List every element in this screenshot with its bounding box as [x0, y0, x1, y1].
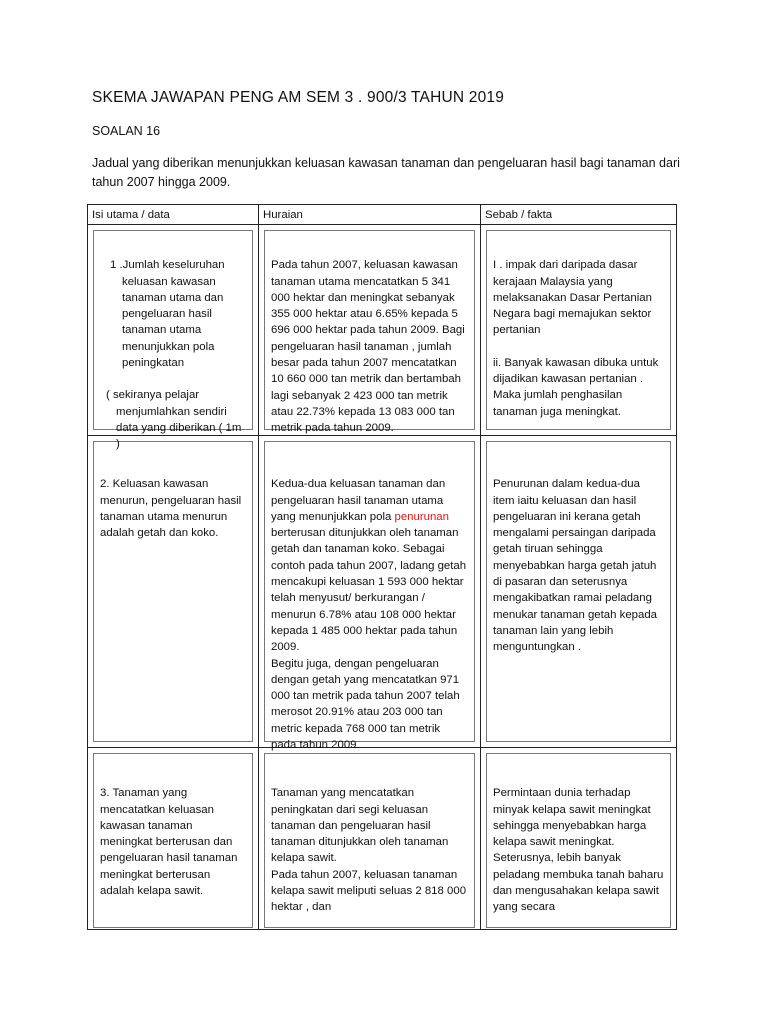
- answer-table: [87, 204, 677, 930]
- isi-main-text: 2. Keluasan kawasan menurun, pengeluaran hasil tanaman utama menurun adalah getah dan koko.: [100, 478, 242, 540]
- isi-cell: [88, 436, 259, 748]
- table-row: [88, 748, 677, 930]
- huraian-box: [264, 230, 475, 435]
- sebab-text-2: ii. Banyak kawasan dibuka untuk dijadikan kawasan pertanian . Maka jumlah penghasilan tanaman juga meningkat.: [493, 356, 659, 418]
- isi-main-text: 1 .Jumlah keseluruhan keluasan kawasan tanaman utama dan pengeluaran hasil tanaman utama menunjukkan pola peningkatan: [110, 259, 225, 370]
- huraian-text-post: berterusan ditunjukkan oleh tanaman getah dan tanaman koko. Sebagai contoh pada tahun 2007, ladang getah mencakupi keluasan 1 593 000 hektar telah menyusut/ berkurangan / menurun 6.78% atau 108 000 hektar kepada 1 485 000 hektar pada tahun 2009.: [271, 527, 467, 654]
- huraian-text: Tanaman yang mencatatkan peningkatan dari segi keluasan tanaman dan pengeluaran hasil tanaman ditunjukkan oleh tanaman kelapa sawit.: [271, 787, 449, 865]
- huraian-highlight: penurunan: [394, 510, 449, 523]
- sebab-text-1: Penurunan dalam kedua-dua item iaitu keluasan dan hasil pengeluaran ini kerana getah mengalami persaingan daripada getah tiruan sehingga menyebabkan harga getah jatuh di pasaran dan seterusnya mengakibatkan ramai peladang menukar tanaman getah kepada tanaman lain yang lebih menguntungkan .: [493, 478, 658, 654]
- sebab-cell: [481, 436, 677, 748]
- sebab-text-1: I . impak dari daripada dasar kerajaan Malaysia yang melaksanakan Dasar Pertanian Negara bagi memajukan sektor pertanian: [493, 259, 652, 337]
- header-sebab-fakta: Sebab / fakta: [481, 205, 677, 225]
- sebab-text-1: Permintaan dunia terhadap minyak kelapa sawit meningkat sehingga menyebabkan harga kelapa sawit meningkat. Seterusnya, lebih banyak peladang membuka tanah baharu dan mengusahakan kelapa sawit yang secara: [493, 787, 664, 914]
- huraian-cell: [259, 748, 481, 930]
- huraian-box: [264, 441, 475, 752]
- header-huraian: Huraian: [259, 205, 481, 225]
- document-title: SKEMA JAWAPAN PENG AM SEM 3 . 900/3 TAHUN 2019: [92, 89, 505, 106]
- sebab-box: [486, 753, 671, 928]
- isi-box: [93, 753, 253, 928]
- isi-box: [93, 441, 253, 742]
- table-row: [88, 436, 677, 748]
- huraian-text: Pada tahun 2007, keluasan kawasan tanaman utama mencatatkan 5 341 000 hektar dan meningkat sebanyak 355 000 hektar atau 6.65% kepada 5 696 000 hektar pada tahun 2009. Bagi pengeluaran hasil tanaman , jumlah besar pada tahun 2007 mencatatkan 10 660 000 tan metrik dan bertambah lagi sebanyak 2 423 000 tan metrik atau 22.73% kepada 13 083 000 tan metrik pada tahun 2009.: [271, 259, 465, 435]
- huraian-cell: [259, 436, 481, 752]
- sebab-box: [486, 441, 671, 742]
- sebab-cell: [481, 748, 677, 930]
- isi-cell: [88, 225, 259, 451]
- huraian-text: [271, 476, 468, 655]
- isi-note-text: ( sekiranya pelajar menjumlahkan sendiri data yang diberikan ( 1m ): [106, 389, 242, 451]
- huraian-text-2: Begitu juga, dengan pengeluaran dengan getah yang mencatatkan 971 000 tan metrik pada tahun 2007 telah merosot 20.91% atau 203 000 tan metric kepada 768 000 tan metrik pada tahun 2009.: [271, 657, 460, 752]
- isi-cell: [88, 748, 259, 930]
- sebab-cell: [481, 225, 677, 436]
- header-isi-utama: Isi utama / data: [88, 205, 259, 225]
- huraian-box: [264, 753, 475, 928]
- huraian-cell: [259, 225, 481, 436]
- question-label: SOALAN 16: [92, 124, 161, 138]
- isi-box: [93, 230, 253, 451]
- table-row: [88, 225, 677, 436]
- sebab-box: [486, 230, 671, 430]
- intro-paragraph: Jadual yang diberikan menunjukkan keluasan kawasan tanaman dan pengeluaran hasil bagi tanaman dari tahun 2007 hingga 2009.: [92, 156, 680, 189]
- huraian-text-pre: Kedua-dua keluasan tanaman dan pengeluaran hasil tanaman utama yang menunjukkan pola: [271, 478, 446, 523]
- table-header-row: [88, 205, 677, 225]
- huraian-text-2: Pada tahun 2007, keluasan tanaman kelapa sawit meliputi seluas 2 818 000 hektar , dan: [271, 868, 467, 914]
- isi-main-text: 3. Tanaman yang mencatatkan keluasan kawasan tanaman meningkat berterusan dan pengeluaran hasil tanaman meningkat berterusan adalah kelapa sawit.: [100, 787, 238, 898]
